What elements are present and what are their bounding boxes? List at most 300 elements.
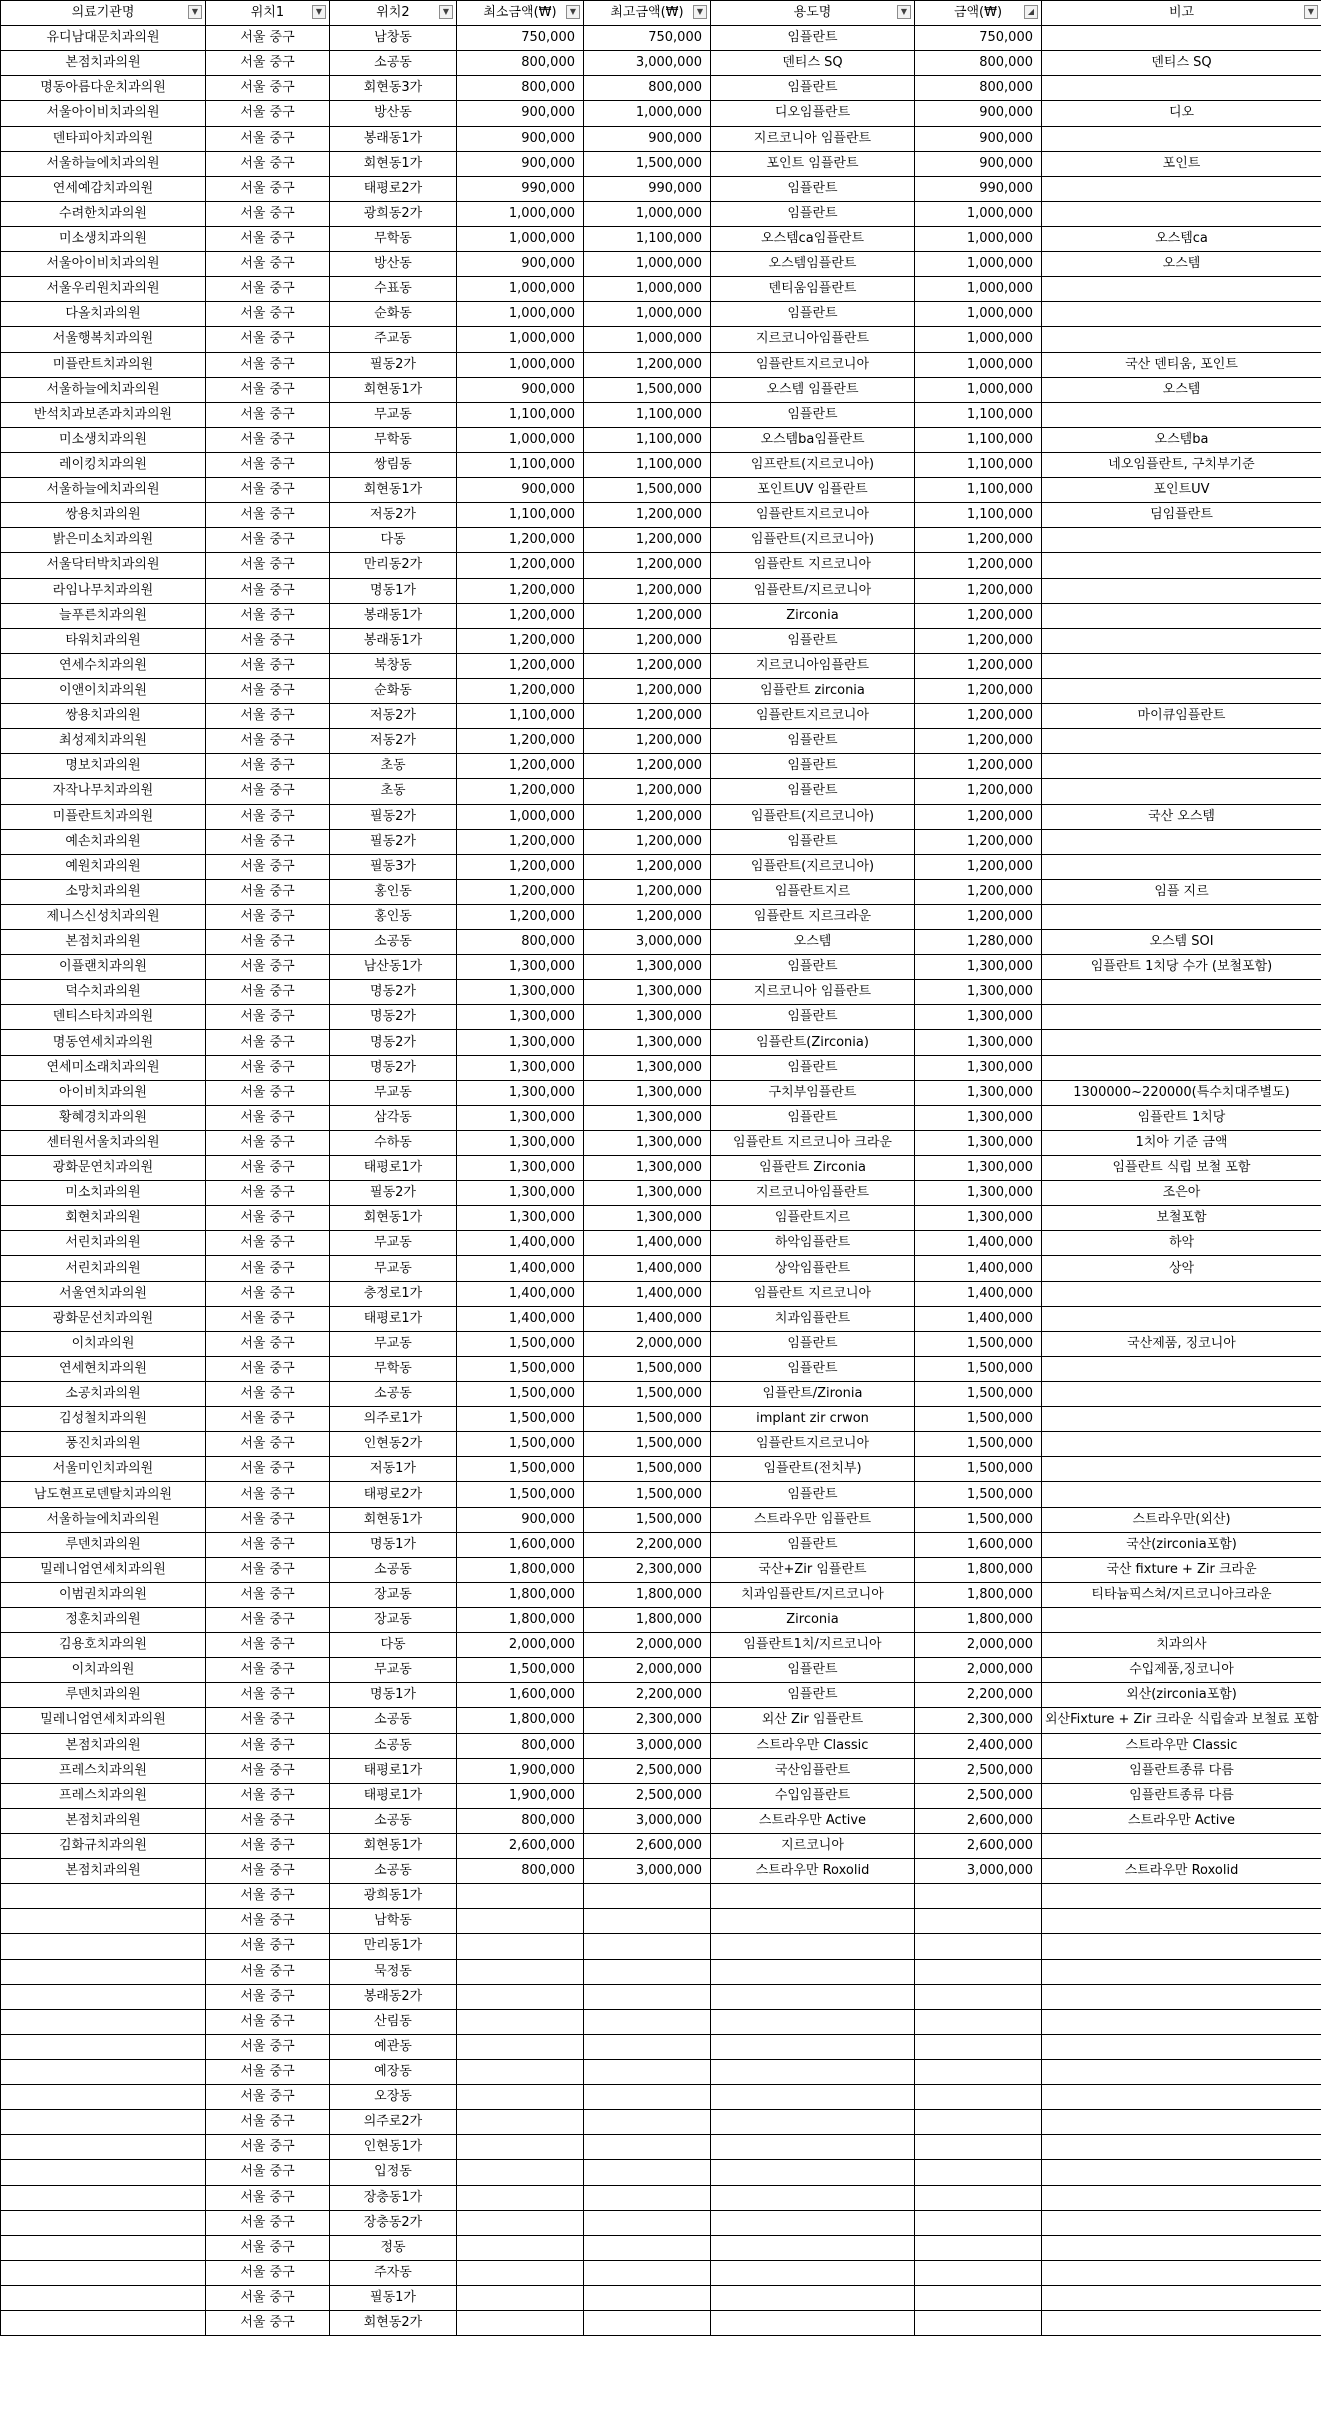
cell-max-price[interactable]: 1,800,000 <box>584 1608 711 1633</box>
cell-note[interactable]: 오스템 <box>1042 377 1321 402</box>
cell-location2[interactable]: 태평로1가 <box>330 1306 457 1331</box>
cell-usage-name[interactable]: 임플란트(지르코니아) <box>711 528 915 553</box>
cell-location1[interactable]: 서울 중구 <box>206 126 330 151</box>
cell-institution-name[interactable]: 서울우리원치과의원 <box>1 277 206 302</box>
cell-location2[interactable]: 소공동 <box>330 1733 457 1758</box>
cell-institution-name[interactable]: 최성제치과의원 <box>1 729 206 754</box>
cell-institution-name[interactable]: 미플란트치과의원 <box>1 352 206 377</box>
cell-note[interactable] <box>1042 980 1321 1005</box>
cell-institution-name[interactable]: 루덴치과의원 <box>1 1683 206 1708</box>
cell-usage-name[interactable]: 지르코니아임플란트 <box>711 327 915 352</box>
cell-min-price[interactable]: 1,100,000 <box>457 503 584 528</box>
cell-location2[interactable]: 무교동 <box>330 1231 457 1256</box>
cell-location1[interactable]: 서울 중구 <box>206 1055 330 1080</box>
cell-location1[interactable]: 서울 중구 <box>206 377 330 402</box>
cell-institution-name[interactable]: 연세현치과의원 <box>1 1356 206 1381</box>
cell-note[interactable] <box>1042 1833 1321 1858</box>
cell-institution-name[interactable]: 자작나무치과의원 <box>1 779 206 804</box>
cell-price[interactable]: 1,200,000 <box>915 603 1042 628</box>
cell-usage-name[interactable]: 임플란트 <box>711 201 915 226</box>
cell-price[interactable] <box>915 2059 1042 2084</box>
cell-price[interactable]: 1,500,000 <box>915 1407 1042 1432</box>
cell-usage-name[interactable]: 임플란트 <box>711 1055 915 1080</box>
cell-location2[interactable]: 초동 <box>330 779 457 804</box>
cell-location2[interactable]: 입정동 <box>330 2160 457 2185</box>
cell-usage-name[interactable]: 오스템 임플란트 <box>711 377 915 402</box>
cell-location1[interactable]: 서울 중구 <box>206 678 330 703</box>
cell-location1[interactable]: 서울 중구 <box>206 2260 330 2285</box>
cell-min-price[interactable]: 990,000 <box>457 176 584 201</box>
cell-price[interactable] <box>915 2085 1042 2110</box>
cell-location1[interactable]: 서울 중구 <box>206 1030 330 1055</box>
cell-location1[interactable]: 서울 중구 <box>206 427 330 452</box>
cell-usage-name[interactable]: 지르코니아 임플란트 <box>711 980 915 1005</box>
cell-price[interactable]: 1,200,000 <box>915 779 1042 804</box>
cell-price[interactable]: 1,500,000 <box>915 1482 1042 1507</box>
cell-price[interactable]: 1,000,000 <box>915 252 1042 277</box>
cell-min-price[interactable]: 1,800,000 <box>457 1557 584 1582</box>
cell-location1[interactable]: 서울 중구 <box>206 980 330 1005</box>
cell-price[interactable]: 1,200,000 <box>915 729 1042 754</box>
cell-institution-name[interactable]: 미플란트치과의원 <box>1 804 206 829</box>
cell-usage-name[interactable]: 국산+Zir 임플란트 <box>711 1557 915 1582</box>
cell-note[interactable]: 보철포함 <box>1042 1206 1321 1231</box>
cell-location1[interactable]: 서울 중구 <box>206 955 330 980</box>
cell-note[interactable] <box>1042 126 1321 151</box>
cell-usage-name[interactable]: 임플란트지르코니아 <box>711 704 915 729</box>
cell-price[interactable]: 2,600,000 <box>915 1833 1042 1858</box>
cell-max-price[interactable]: 1,300,000 <box>584 1055 711 1080</box>
cell-max-price[interactable]: 1,000,000 <box>584 101 711 126</box>
cell-min-price[interactable]: 1,200,000 <box>457 678 584 703</box>
cell-price[interactable]: 1,400,000 <box>915 1256 1042 1281</box>
cell-location2[interactable]: 봉래동1가 <box>330 603 457 628</box>
cell-usage-name[interactable]: 구치부임플란트 <box>711 1080 915 1105</box>
cell-note[interactable] <box>1042 678 1321 703</box>
cell-min-price[interactable] <box>457 2160 584 2185</box>
cell-location2[interactable]: 필동2가 <box>330 1181 457 1206</box>
cell-institution-name[interactable]: 이앤이치과의원 <box>1 678 206 703</box>
cell-min-price[interactable]: 1,800,000 <box>457 1608 584 1633</box>
cell-location2[interactable]: 방산동 <box>330 252 457 277</box>
cell-institution-name[interactable]: 서울연치과의원 <box>1 1281 206 1306</box>
cell-location2[interactable]: 묵정동 <box>330 1959 457 1984</box>
cell-usage-name[interactable]: 외산 Zir 임플란트 <box>711 1708 915 1733</box>
cell-location2[interactable]: 소공동 <box>330 51 457 76</box>
cell-location1[interactable]: 서울 중구 <box>206 2009 330 2034</box>
cell-max-price[interactable]: 800,000 <box>584 76 711 101</box>
cell-price[interactable]: 1,300,000 <box>915 1005 1042 1030</box>
cell-usage-name[interactable]: 포인트 임플란트 <box>711 151 915 176</box>
cell-location2[interactable]: 봉래동2가 <box>330 1984 457 2009</box>
cell-usage-name[interactable]: 임플란트 <box>711 302 915 327</box>
cell-institution-name[interactable]: 서울미인치과의원 <box>1 1457 206 1482</box>
cell-max-price[interactable]: 1,000,000 <box>584 201 711 226</box>
cell-location1[interactable]: 서울 중구 <box>206 1457 330 1482</box>
cell-price[interactable]: 1,800,000 <box>915 1582 1042 1607</box>
cell-note[interactable] <box>1042 1055 1321 1080</box>
cell-max-price[interactable]: 1,000,000 <box>584 302 711 327</box>
cell-usage-name[interactable]: 임플란트 <box>711 402 915 427</box>
cell-location1[interactable]: 서울 중구 <box>206 1833 330 1858</box>
cell-location2[interactable]: 다동 <box>330 1633 457 1658</box>
cell-institution-name[interactable]: 김용호치과의원 <box>1 1633 206 1658</box>
cell-max-price[interactable]: 1,200,000 <box>584 553 711 578</box>
cell-location1[interactable]: 서울 중구 <box>206 1758 330 1783</box>
cell-note[interactable] <box>1042 2210 1321 2235</box>
cell-note[interactable] <box>1042 2034 1321 2059</box>
cell-min-price[interactable]: 1,300,000 <box>457 1206 584 1231</box>
cell-min-price[interactable] <box>457 1984 584 2009</box>
cell-price[interactable] <box>915 2135 1042 2160</box>
cell-institution-name[interactable]: 본점치과의원 <box>1 51 206 76</box>
cell-institution-name[interactable]: 이치과의원 <box>1 1658 206 1683</box>
cell-max-price[interactable]: 1,300,000 <box>584 1181 711 1206</box>
cell-note[interactable] <box>1042 1432 1321 1457</box>
cell-usage-name[interactable]: 임플란트 <box>711 729 915 754</box>
cell-usage-name[interactable] <box>711 2009 915 2034</box>
cell-location2[interactable]: 봉래동1가 <box>330 126 457 151</box>
cell-usage-name[interactable]: implant zir crwon <box>711 1407 915 1432</box>
cell-min-price[interactable]: 1,100,000 <box>457 704 584 729</box>
cell-price[interactable] <box>915 1984 1042 2009</box>
cell-usage-name[interactable]: 덴티움임플란트 <box>711 277 915 302</box>
cell-note[interactable]: 조은아 <box>1042 1181 1321 1206</box>
cell-location2[interactable]: 명동2가 <box>330 980 457 1005</box>
cell-usage-name[interactable]: 디오임플란트 <box>711 101 915 126</box>
cell-note[interactable] <box>1042 528 1321 553</box>
cell-note[interactable] <box>1042 277 1321 302</box>
cell-max-price[interactable]: 2,500,000 <box>584 1758 711 1783</box>
cell-location2[interactable]: 수표동 <box>330 277 457 302</box>
cell-institution-name[interactable]: 이플랜치과의원 <box>1 955 206 980</box>
cell-location2[interactable]: 홍인동 <box>330 904 457 929</box>
cell-max-price[interactable] <box>584 1909 711 1934</box>
cell-max-price[interactable]: 2,300,000 <box>584 1557 711 1582</box>
cell-usage-name[interactable] <box>711 2110 915 2135</box>
cell-max-price[interactable]: 1,300,000 <box>584 1130 711 1155</box>
cell-usage-name[interactable]: 임플란트 <box>711 829 915 854</box>
cell-location1[interactable]: 서울 중구 <box>206 1959 330 1984</box>
cell-note[interactable]: 국산 덴티움, 포인트 <box>1042 352 1321 377</box>
cell-max-price[interactable] <box>584 2185 711 2210</box>
cell-price[interactable]: 2,200,000 <box>915 1683 1042 1708</box>
cell-usage-name[interactable]: 상악임플란트 <box>711 1256 915 1281</box>
cell-price[interactable]: 1,300,000 <box>915 1080 1042 1105</box>
cell-location2[interactable]: 봉래동1가 <box>330 628 457 653</box>
cell-min-price[interactable]: 1,400,000 <box>457 1306 584 1331</box>
cell-note[interactable]: 임플란트 식립 보철 포함 <box>1042 1156 1321 1181</box>
cell-usage-name[interactable]: 임플란트 <box>711 1005 915 1030</box>
cell-location1[interactable]: 서울 중구 <box>206 754 330 779</box>
cell-min-price[interactable]: 1,000,000 <box>457 327 584 352</box>
cell-price[interactable]: 1,000,000 <box>915 352 1042 377</box>
cell-min-price[interactable]: 2,600,000 <box>457 1833 584 1858</box>
cell-max-price[interactable]: 1,400,000 <box>584 1231 711 1256</box>
cell-price[interactable]: 1,300,000 <box>915 1055 1042 1080</box>
cell-location2[interactable]: 의주로2가 <box>330 2110 457 2135</box>
cell-location2[interactable]: 남학동 <box>330 1909 457 1934</box>
cell-price[interactable] <box>915 2235 1042 2260</box>
dropdown-arrow-icon[interactable]: ▼ <box>1304 5 1318 19</box>
cell-price[interactable]: 1,100,000 <box>915 478 1042 503</box>
cell-price[interactable]: 1,000,000 <box>915 277 1042 302</box>
cell-price[interactable]: 1,200,000 <box>915 879 1042 904</box>
cell-min-price[interactable]: 1,200,000 <box>457 578 584 603</box>
cell-usage-name[interactable]: 임플란트 <box>711 1105 915 1130</box>
cell-location1[interactable]: 서울 중구 <box>206 2311 330 2336</box>
cell-institution-name[interactable]: 서울하늘에치과의원 <box>1 151 206 176</box>
cell-location1[interactable]: 서울 중구 <box>206 503 330 528</box>
cell-price[interactable]: 2,600,000 <box>915 1808 1042 1833</box>
cell-location2[interactable]: 필동1가 <box>330 2285 457 2310</box>
cell-institution-name[interactable]: 미소생치과의원 <box>1 226 206 251</box>
cell-min-price[interactable]: 1,200,000 <box>457 779 584 804</box>
cell-price[interactable]: 1,200,000 <box>915 754 1042 779</box>
cell-location1[interactable]: 서울 중구 <box>206 829 330 854</box>
cell-location1[interactable]: 서울 중구 <box>206 101 330 126</box>
cell-note[interactable]: 외산(zirconia포함) <box>1042 1683 1321 1708</box>
cell-location1[interactable]: 서울 중구 <box>206 1331 330 1356</box>
cell-max-price[interactable] <box>584 2034 711 2059</box>
cell-max-price[interactable]: 1,200,000 <box>584 854 711 879</box>
cell-price[interactable]: 1,500,000 <box>915 1507 1042 1532</box>
cell-price[interactable]: 1,300,000 <box>915 1206 1042 1231</box>
cell-institution-name[interactable] <box>1 2185 206 2210</box>
cell-location2[interactable]: 저동1가 <box>330 1457 457 1482</box>
cell-usage-name[interactable] <box>711 2285 915 2310</box>
cell-location2[interactable]: 무학동 <box>330 1356 457 1381</box>
cell-price[interactable]: 1,200,000 <box>915 829 1042 854</box>
cell-location1[interactable]: 서울 중구 <box>206 176 330 201</box>
cell-note[interactable] <box>1042 1608 1321 1633</box>
cell-institution-name[interactable]: 쌍용치과의원 <box>1 503 206 528</box>
cell-institution-name[interactable]: 덴타피아치과의원 <box>1 126 206 151</box>
cell-location2[interactable]: 명동1가 <box>330 578 457 603</box>
cell-location1[interactable]: 서울 중구 <box>206 1256 330 1281</box>
cell-price[interactable]: 1,280,000 <box>915 930 1042 955</box>
cell-min-price[interactable]: 1,500,000 <box>457 1331 584 1356</box>
cell-max-price[interactable] <box>584 2260 711 2285</box>
cell-location1[interactable]: 서울 중구 <box>206 1733 330 1758</box>
cell-min-price[interactable] <box>457 1959 584 1984</box>
cell-min-price[interactable]: 1,600,000 <box>457 1532 584 1557</box>
cell-location2[interactable]: 태평로1가 <box>330 1758 457 1783</box>
cell-location1[interactable]: 서울 중구 <box>206 2110 330 2135</box>
cell-institution-name[interactable] <box>1 2285 206 2310</box>
cell-price[interactable]: 1,300,000 <box>915 1030 1042 1055</box>
cell-note[interactable] <box>1042 1306 1321 1331</box>
cell-institution-name[interactable]: 명동아름다운치과의원 <box>1 76 206 101</box>
cell-location2[interactable]: 장교동 <box>330 1582 457 1607</box>
cell-max-price[interactable]: 1,500,000 <box>584 1432 711 1457</box>
cell-note[interactable] <box>1042 302 1321 327</box>
cell-usage-name[interactable]: 스트라우만 Active <box>711 1808 915 1833</box>
cell-location2[interactable]: 회현동1가 <box>330 377 457 402</box>
cell-max-price[interactable]: 1,300,000 <box>584 980 711 1005</box>
cell-location2[interactable]: 회현동1가 <box>330 478 457 503</box>
cell-max-price[interactable]: 1,500,000 <box>584 478 711 503</box>
cell-min-price[interactable]: 1,500,000 <box>457 1482 584 1507</box>
cell-max-price[interactable] <box>584 2160 711 2185</box>
cell-usage-name[interactable]: 덴티스 SQ <box>711 51 915 76</box>
cell-min-price[interactable] <box>457 2135 584 2160</box>
cell-location1[interactable]: 서울 중구 <box>206 2085 330 2110</box>
sort-ascending-icon[interactable]: ◢ <box>1024 5 1038 19</box>
cell-min-price[interactable]: 1,300,000 <box>457 980 584 1005</box>
cell-usage-name[interactable]: 오스템임플란트 <box>711 252 915 277</box>
cell-min-price[interactable]: 1,900,000 <box>457 1758 584 1783</box>
cell-institution-name[interactable]: 센터원서울치과의원 <box>1 1130 206 1155</box>
cell-institution-name[interactable] <box>1 2135 206 2160</box>
cell-location1[interactable]: 서울 중구 <box>206 1407 330 1432</box>
cell-max-price[interactable]: 1,300,000 <box>584 1030 711 1055</box>
cell-max-price[interactable]: 1,200,000 <box>584 804 711 829</box>
cell-usage-name[interactable]: 임플란트 <box>711 1331 915 1356</box>
cell-price[interactable] <box>915 2260 1042 2285</box>
cell-usage-name[interactable]: 지르코니아 임플란트 <box>711 126 915 151</box>
cell-price[interactable]: 1,200,000 <box>915 804 1042 829</box>
cell-min-price[interactable] <box>457 1884 584 1909</box>
cell-price[interactable]: 2,400,000 <box>915 1733 1042 1758</box>
cell-institution-name[interactable]: 라임나무치과의원 <box>1 578 206 603</box>
cell-institution-name[interactable] <box>1 2235 206 2260</box>
cell-max-price[interactable]: 1,300,000 <box>584 1005 711 1030</box>
cell-min-price[interactable]: 1,300,000 <box>457 1130 584 1155</box>
dropdown-arrow-icon[interactable]: ▼ <box>897 5 911 19</box>
cell-max-price[interactable]: 1,500,000 <box>584 1356 711 1381</box>
cell-usage-name[interactable] <box>711 1934 915 1959</box>
cell-max-price[interactable] <box>584 2285 711 2310</box>
cell-institution-name[interactable]: 연세수치과의원 <box>1 653 206 678</box>
cell-min-price[interactable]: 1,500,000 <box>457 1382 584 1407</box>
cell-note[interactable]: 국산제품, 징코니아 <box>1042 1331 1321 1356</box>
cell-location1[interactable]: 서울 중구 <box>206 879 330 904</box>
cell-institution-name[interactable]: 다올치과의원 <box>1 302 206 327</box>
cell-price[interactable]: 900,000 <box>915 101 1042 126</box>
dropdown-arrow-icon[interactable]: ▼ <box>188 5 202 19</box>
cell-location1[interactable]: 서울 중구 <box>206 804 330 829</box>
cell-min-price[interactable]: 1,000,000 <box>457 277 584 302</box>
cell-price[interactable]: 1,400,000 <box>915 1231 1042 1256</box>
cell-usage-name[interactable]: 오스템ca임플란트 <box>711 226 915 251</box>
cell-min-price[interactable]: 800,000 <box>457 930 584 955</box>
cell-max-price[interactable]: 1,400,000 <box>584 1281 711 1306</box>
cell-note[interactable] <box>1042 2311 1321 2336</box>
cell-institution-name[interactable]: 이범권치과의원 <box>1 1582 206 1607</box>
cell-location2[interactable]: 만리동2가 <box>330 553 457 578</box>
cell-location1[interactable]: 서울 중구 <box>206 1708 330 1733</box>
cell-min-price[interactable]: 1,300,000 <box>457 1005 584 1030</box>
cell-institution-name[interactable]: 황혜경치과의원 <box>1 1105 206 1130</box>
cell-institution-name[interactable]: 서울하늘에치과의원 <box>1 377 206 402</box>
cell-note[interactable] <box>1042 628 1321 653</box>
cell-location1[interactable]: 서울 중구 <box>206 2034 330 2059</box>
cell-institution-name[interactable]: 서울하늘에치과의원 <box>1 478 206 503</box>
cell-usage-name[interactable] <box>711 2135 915 2160</box>
cell-usage-name[interactable] <box>711 2260 915 2285</box>
cell-usage-name[interactable]: 임플란트 지르코니아 크라운 <box>711 1130 915 1155</box>
cell-min-price[interactable]: 900,000 <box>457 126 584 151</box>
cell-note[interactable] <box>1042 653 1321 678</box>
cell-min-price[interactable]: 1,800,000 <box>457 1708 584 1733</box>
cell-location1[interactable]: 서울 중구 <box>206 1934 330 1959</box>
cell-min-price[interactable]: 1,000,000 <box>457 201 584 226</box>
cell-note[interactable] <box>1042 1382 1321 1407</box>
cell-price[interactable] <box>915 2185 1042 2210</box>
cell-max-price[interactable]: 1,300,000 <box>584 1105 711 1130</box>
cell-price[interactable]: 1,800,000 <box>915 1608 1042 1633</box>
cell-max-price[interactable]: 1,500,000 <box>584 151 711 176</box>
cell-usage-name[interactable]: 임플란트지르코니아 <box>711 352 915 377</box>
cell-location2[interactable]: 필동3가 <box>330 854 457 879</box>
cell-location2[interactable]: 태평로2가 <box>330 176 457 201</box>
cell-note[interactable]: 임플 지르 <box>1042 879 1321 904</box>
cell-price[interactable]: 800,000 <box>915 51 1042 76</box>
cell-min-price[interactable]: 1,200,000 <box>457 553 584 578</box>
cell-min-price[interactable]: 1,000,000 <box>457 804 584 829</box>
cell-location2[interactable]: 장충동1가 <box>330 2185 457 2210</box>
dropdown-arrow-icon[interactable]: ▼ <box>566 5 580 19</box>
cell-note[interactable]: 수입제품,징코니아 <box>1042 1658 1321 1683</box>
cell-price[interactable] <box>915 1909 1042 1934</box>
cell-note[interactable]: 하악 <box>1042 1231 1321 1256</box>
cell-price[interactable]: 1,300,000 <box>915 955 1042 980</box>
cell-min-price[interactable]: 900,000 <box>457 1507 584 1532</box>
cell-usage-name[interactable]: 오스템ba임플란트 <box>711 427 915 452</box>
cell-price[interactable]: 1,000,000 <box>915 377 1042 402</box>
cell-min-price[interactable]: 1,200,000 <box>457 754 584 779</box>
cell-max-price[interactable]: 1,000,000 <box>584 277 711 302</box>
cell-location1[interactable]: 서울 중구 <box>206 578 330 603</box>
cell-min-price[interactable] <box>457 2034 584 2059</box>
cell-location1[interactable]: 서울 중구 <box>206 854 330 879</box>
cell-location2[interactable]: 태평로1가 <box>330 1783 457 1808</box>
cell-location2[interactable]: 남창동 <box>330 26 457 51</box>
cell-location2[interactable]: 소공동 <box>330 1708 457 1733</box>
cell-location1[interactable]: 서울 중구 <box>206 26 330 51</box>
cell-location2[interactable]: 소공동 <box>330 1557 457 1582</box>
cell-note[interactable] <box>1042 854 1321 879</box>
cell-location2[interactable]: 소공동 <box>330 1382 457 1407</box>
cell-note[interactable]: 오스템 SOI <box>1042 930 1321 955</box>
cell-location1[interactable]: 서울 중구 <box>206 151 330 176</box>
cell-note[interactable] <box>1042 1984 1321 2009</box>
cell-price[interactable]: 1,200,000 <box>915 628 1042 653</box>
cell-min-price[interactable] <box>457 2260 584 2285</box>
cell-usage-name[interactable]: 임플란트/Zironia <box>711 1382 915 1407</box>
cell-institution-name[interactable]: 광화문연치과의원 <box>1 1156 206 1181</box>
cell-note[interactable] <box>1042 2110 1321 2135</box>
cell-location1[interactable]: 서울 중구 <box>206 603 330 628</box>
cell-usage-name[interactable]: 지르코니아 <box>711 1833 915 1858</box>
cell-usage-name[interactable]: 임플란트 <box>711 1482 915 1507</box>
cell-note[interactable] <box>1042 2135 1321 2160</box>
cell-institution-name[interactable] <box>1 2110 206 2135</box>
cell-price[interactable]: 1,200,000 <box>915 704 1042 729</box>
cell-min-price[interactable]: 1,300,000 <box>457 1156 584 1181</box>
cell-location2[interactable]: 무학동 <box>330 226 457 251</box>
cell-price[interactable]: 1,200,000 <box>915 678 1042 703</box>
cell-institution-name[interactable] <box>1 1884 206 1909</box>
cell-usage-name[interactable]: 임플란트 <box>711 1658 915 1683</box>
cell-note[interactable]: 스트라우만 Classic <box>1042 1733 1321 1758</box>
cell-location1[interactable]: 서울 중구 <box>206 2235 330 2260</box>
cell-note[interactable]: 오스템ba <box>1042 427 1321 452</box>
cell-note[interactable] <box>1042 1482 1321 1507</box>
cell-location2[interactable]: 광희동2가 <box>330 201 457 226</box>
cell-note[interactable]: 임플란트 1치당 수가 (보철포함) <box>1042 955 1321 980</box>
